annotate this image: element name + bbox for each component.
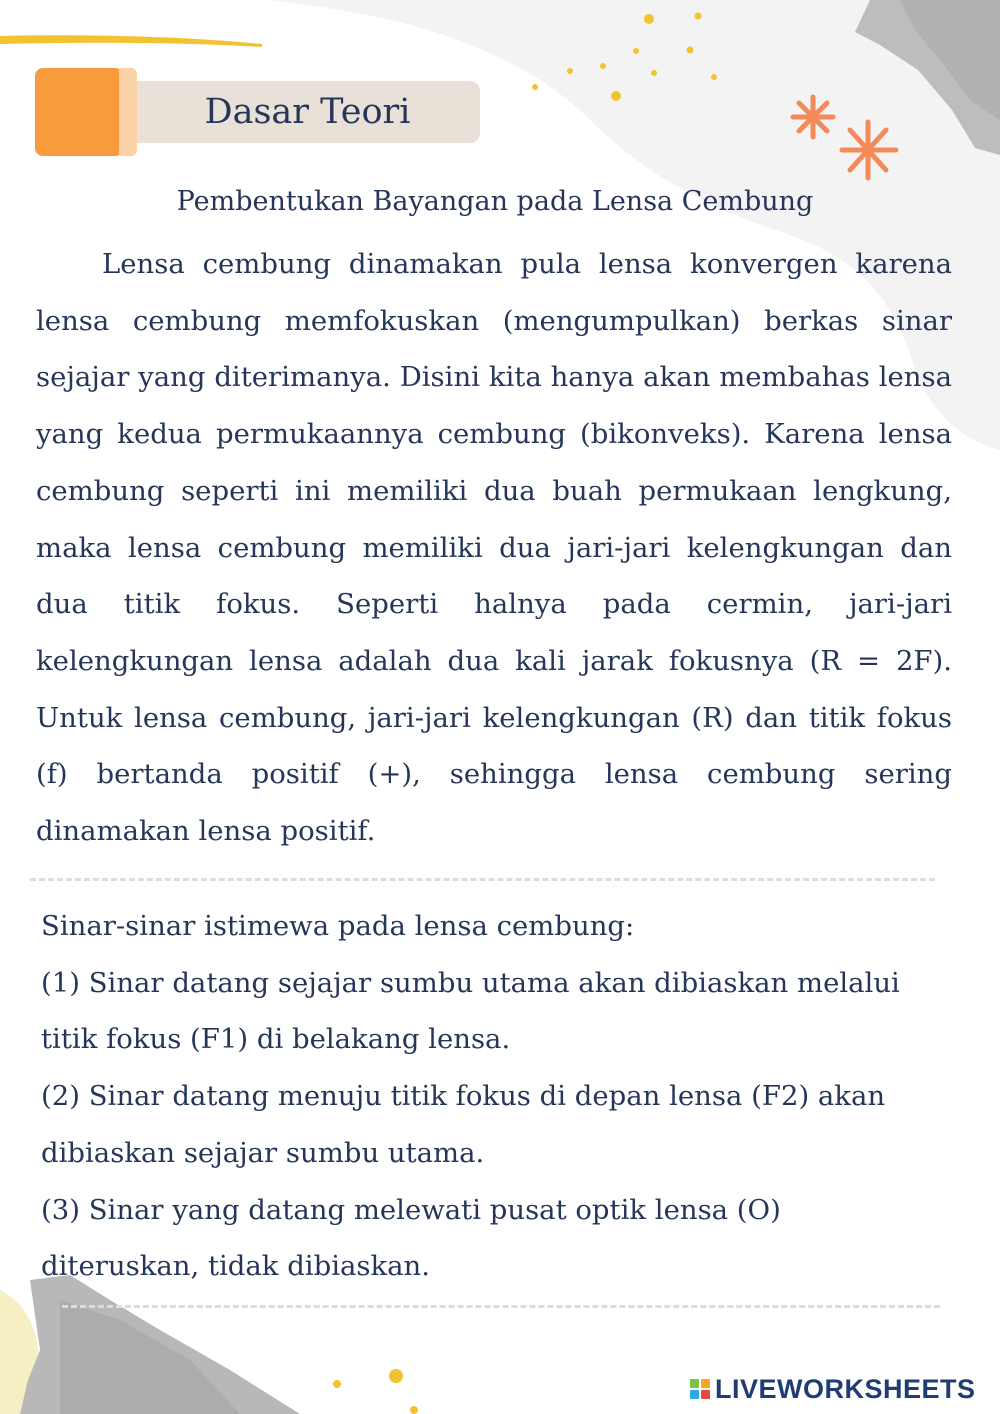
section-subtitle: Pembentukan Bayangan pada Lensa Cembung	[176, 186, 814, 217]
rays-line: dibiaskan sejajar sumbu utama.	[41, 1136, 485, 1169]
rays-heading: Sinar-sinar istimewa pada lensa cembung:	[41, 910, 635, 942]
liveworksheets-logo-icon	[690, 1379, 710, 1399]
rays-line: diteruskan, tidak dibiaskan.	[41, 1250, 431, 1283]
special-rays-list	[41, 898, 961, 1295]
section-title-tag	[35, 68, 480, 156]
rays-line: (3) Sinar yang datang melewati pusat optik lensa (O)	[41, 1193, 781, 1226]
title-accent-square	[35, 68, 123, 156]
page-title: Dasar Teori	[204, 92, 411, 132]
rays-line: titik fokus (F1) di belakang lensa.	[41, 1023, 511, 1056]
dashed-divider	[62, 1305, 940, 1308]
dashed-divider	[30, 878, 935, 881]
rays-line: (2) Sinar datang menuju titik fokus di depan lensa (F2) akan	[41, 1080, 886, 1113]
liveworksheets-brand[interactable]	[690, 1372, 976, 1406]
rays-line: (1) Sinar datang sejajar sumbu utama akan dibiaskan melalui	[41, 966, 900, 999]
brand-name: LIVEWORKSHEETS	[715, 1373, 976, 1404]
theory-paragraph: Lensa cembung dinamakan pula lensa konvergen karena lensa cembung memfokuskan (mengumpulkan) berkas sinar sejajar yang diterimanya. Disini kita hanya akan membahas lensa yang kedua permukaannya cembung (bikonveks). Karena lensa cembung seperti ini memiliki dua buah permukaan lengkung, maka lensa cembung memiliki dua jari-jari kelengkungan dan dua titik fokus. Seperti halnya pada cermin, jari-jari kelengkungan lensa adalah dua kali jarak fokusnya (R = 2F). Untuk lensa cembung, jari-jari kelengkungan (R) dan titik fokus (f) bertanda positif (+), sehingga lensa cembung sering dinamakan lensa positif.	[36, 248, 952, 848]
